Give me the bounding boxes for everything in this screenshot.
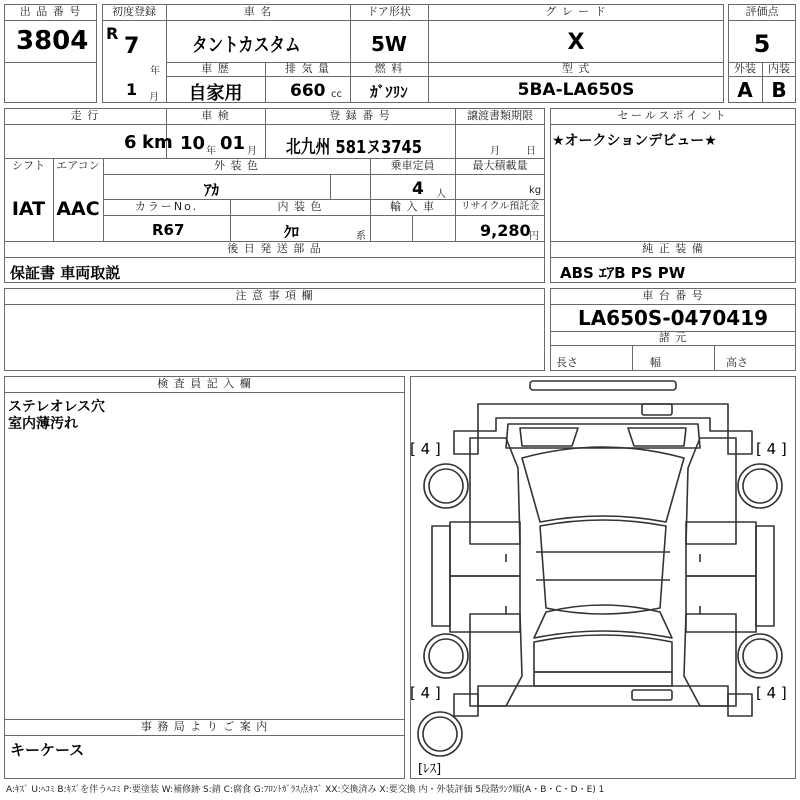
- color-no-header: カラーNo.: [134, 200, 199, 213]
- model: 5BA-LA650S: [517, 80, 635, 100]
- max-load-header: 最大積載量: [472, 159, 528, 172]
- tire-front-left-tread: [ 4 ]: [410, 440, 441, 458]
- door-type: 5W: [371, 32, 407, 56]
- car-diagram: [410, 376, 796, 779]
- color-no: R67: [152, 221, 185, 239]
- inspection-year: 10: [180, 133, 206, 154]
- recycle-unit: 円: [529, 231, 539, 242]
- ext-color: ｱｶ: [204, 181, 220, 199]
- chassis-header: 車 台 番 号: [642, 289, 704, 302]
- inspector-note-1: ステレオレス穴: [8, 399, 106, 415]
- exterior-grade: A: [737, 78, 753, 102]
- office-header: 事 務 局 よ り ご 案 内: [140, 720, 269, 733]
- fuel-header: 燃 料: [374, 62, 404, 75]
- displacement: 660: [290, 81, 326, 101]
- history: 自家用: [188, 83, 243, 104]
- tire-rear-left-tread: [ 4 ]: [410, 684, 441, 702]
- inspection-month-unit: 月: [247, 146, 257, 157]
- inspector-note-2: 室内薄汚れ: [8, 416, 78, 432]
- specs-header: 諸 元: [658, 331, 688, 344]
- fuel: ｶﾞｿﾘﾝ: [370, 83, 408, 101]
- tire-front-right-tread: [ 4 ]: [756, 440, 787, 458]
- transfer-header: 譲渡書類期限: [467, 109, 533, 122]
- mileage-header: 走 行: [70, 109, 100, 122]
- transfer-day-unit: 日: [526, 146, 536, 157]
- reg-year-unit: 年: [150, 66, 160, 77]
- capacity-unit: 人: [436, 189, 446, 200]
- ext-color-header: 外 装 色: [214, 159, 259, 172]
- legend: A:ｷｽﾞ U:ﾍｺﾐ B:ｷｽﾞを伴うﾍｺﾐ P:要塗装 W:補修跡 S:錆 C:腐食 G:ﾌﾛﾝﾄｶﾞﾗｽ点ｷｽﾞ XX:交換済み X:要交換 内・外装評価 5段階ﾗﾝｸ順(A・B・C・D・E) 1: [6, 785, 605, 795]
- displacement-unit: cc: [331, 89, 342, 100]
- notes-header: 注 意 事 項 欄: [235, 289, 314, 302]
- chassis-number: LA650S-0470419: [577, 306, 769, 330]
- interior-header: 内装: [768, 62, 790, 75]
- int-color: ｸﾛ: [284, 223, 300, 241]
- import-header: 輸 入 車: [390, 200, 435, 213]
- inspection-year-unit: 年: [206, 146, 216, 157]
- score-header: 評価点: [745, 5, 779, 18]
- car-name-header: 車 名: [243, 5, 273, 18]
- spec-width: 幅: [650, 356, 661, 369]
- door-header: ドア形状: [367, 5, 411, 18]
- interior-grade: B: [771, 78, 787, 102]
- plate-header: 登 録 番 号: [329, 109, 391, 122]
- max-load-unit: kg: [529, 185, 542, 196]
- mileage-unit: km: [142, 132, 173, 153]
- reg-year: 7: [124, 34, 140, 59]
- grade-header: グ レ ー ド: [545, 5, 607, 18]
- spec-length: 長さ: [556, 356, 578, 369]
- inspection-header: 車 検: [201, 109, 230, 122]
- sales-point-header: セールスポイント: [617, 109, 729, 122]
- lot-number-header: 出 品 番 号: [19, 5, 82, 18]
- reg-month-unit: 月: [149, 92, 159, 103]
- exterior-header: 外装: [734, 62, 756, 75]
- later-parts-header: 後 日 発 送 部 品: [227, 242, 322, 255]
- reg-month: 1: [126, 80, 138, 99]
- era: R: [106, 24, 119, 43]
- car-name: タントカスタム: [191, 34, 301, 56]
- plate-number: 北九州 581ヌ3745: [286, 137, 423, 158]
- transfer-month-unit: 月: [490, 146, 500, 157]
- spec-height: 高さ: [726, 356, 748, 369]
- first-reg-header: 初度登録: [112, 5, 156, 18]
- lot-number: 3804: [16, 26, 89, 56]
- grade: X: [567, 30, 585, 55]
- mileage: 6: [124, 132, 137, 153]
- sales-point: ★オークションデビュー★: [552, 133, 717, 149]
- spare-tire-status: [ﾚｽ]: [418, 762, 442, 777]
- capacity: 4: [412, 179, 424, 199]
- aircon-header: エアコン: [56, 159, 100, 172]
- aircon: AAC: [56, 198, 100, 220]
- shift: IAT: [11, 198, 46, 220]
- history-header: 車 歴: [201, 62, 230, 75]
- inspector-header: 検 査 員 記 入 欄: [157, 377, 252, 390]
- genuine-equipment-header: 純 正 装 備: [642, 242, 704, 255]
- later-parts: 保証書 車両取説: [10, 264, 121, 282]
- recycle-fee: 9,280: [480, 221, 531, 240]
- model-header: 型 式: [561, 62, 591, 75]
- shift-header: シフト: [12, 159, 45, 172]
- tire-rear-right-tread: [ 4 ]: [756, 684, 787, 702]
- capacity-header: 乗車定員: [390, 159, 435, 172]
- recycle-header: リサイクル預託金: [460, 201, 540, 212]
- int-color-header: 内 装 色: [277, 200, 323, 213]
- inspection-month: 01: [220, 133, 246, 154]
- displacement-header: 排 気 量: [285, 62, 330, 75]
- genuine-equipment: ABS ｴｱB PS PW: [560, 264, 686, 282]
- score: 5: [753, 30, 771, 58]
- office-note: キーケース: [10, 741, 85, 759]
- int-color-unit: 系: [356, 231, 366, 242]
